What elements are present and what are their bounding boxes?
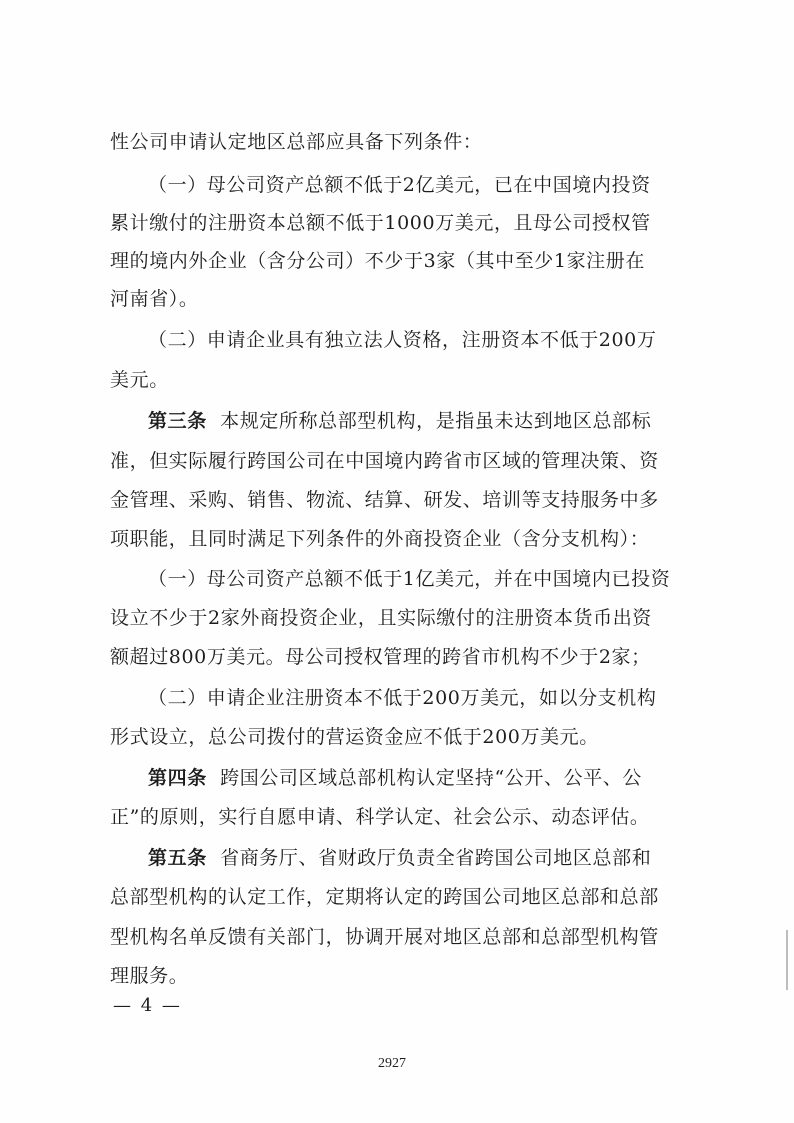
- line-text: （一）母公司资产总额不低于2亿美元，已在中国境内投资: [148, 174, 651, 196]
- text-line-15: [148, 686, 656, 710]
- article-label: 第五条: [148, 847, 207, 869]
- scan-edge-mark: [786, 930, 788, 990]
- line-text: 本规定所称总部型机构，是指虽未达到地区总部标: [220, 410, 652, 432]
- page-number: — 4 —: [113, 995, 182, 1016]
- text-line-22: [110, 964, 188, 988]
- text-line-2: [148, 173, 651, 197]
- line-text: 累计缴付的注册资本总额不低于1000万美元，且母公司授权管: [110, 212, 651, 234]
- text-line-20: [110, 885, 659, 909]
- text-line-16: [110, 725, 599, 749]
- article-5-line: [148, 846, 651, 870]
- text-line-3: [110, 211, 651, 235]
- text-line-11: [110, 527, 649, 551]
- line-text: 理服务。: [110, 965, 189, 987]
- line-text: （一）母公司资产总额不低于1亿美元，并在中国境内已投资: [148, 568, 671, 590]
- line-text: 总部型机构的认定工作，定期将认定的跨国公司地区总部和总部: [110, 886, 659, 908]
- line-text: 美元。: [110, 369, 169, 391]
- line-text: 项职能，且同时满足下列条件的外商投资企业（含分支机构）：: [110, 528, 650, 550]
- article-label: 第三条: [148, 410, 207, 432]
- text-line-21: [110, 925, 659, 949]
- line-text: 性公司申请认定地区总部应具备下列条件：: [110, 131, 483, 153]
- article-3-line: [148, 409, 651, 433]
- article-4-line: [148, 766, 642, 790]
- text-line-4: [110, 249, 645, 273]
- line-text: 省商务厅、省财政厅负责全省跨国公司地区总部和: [220, 847, 652, 869]
- line-text: 河南省）。: [110, 288, 199, 310]
- text-line-7: [110, 368, 169, 392]
- text-line-18: [110, 805, 650, 829]
- line-text: （二）申请企业具有独立法人资格，注册资本不低于200万: [148, 329, 657, 351]
- line-text: 型机构名单反馈有关部门，协调开展对地区总部和总部型机构管: [110, 926, 659, 948]
- text-line-5: [110, 287, 199, 311]
- line-text: 准，但实际履行跨国公司在中国境内跨省市区域的管理决策、资: [110, 450, 659, 472]
- line-text: 形式设立，总公司拨付的营运资金应不低于200万美元。: [110, 726, 599, 748]
- line-text: 设立不少于2家外商投资企业，且实际缴付的注册资本货币出资: [110, 607, 652, 629]
- text-line-9: [110, 449, 659, 473]
- text-line-6: [148, 328, 656, 352]
- text-line-14: [110, 645, 651, 669]
- line-text: 正”的原则，实行自愿申请、科学认定、社会公示、动态评估。: [110, 806, 650, 828]
- text-line-10: [110, 488, 659, 512]
- line-text: 额超过800万美元。母公司授权管理的跨省市机构不少于2家；: [110, 646, 651, 668]
- article-label: 第四条: [148, 767, 207, 789]
- text-line-1: [110, 130, 482, 154]
- line-text: 理的境内外企业（含分公司）不少于3家（其中至少1家注册在: [110, 250, 645, 272]
- text-line-13: [110, 606, 652, 630]
- footer-code: 2927: [378, 1056, 406, 1071]
- line-text: （二）申请企业注册资本不低于200万美元，如以分支机构: [148, 687, 657, 709]
- line-text: 金管理、采购、销售、物流、结算、研发、培训等支持服务中多: [110, 489, 659, 511]
- text-line-12: [148, 567, 670, 591]
- line-text: 跨国公司区域总部机构认定坚持“公开、公平、公: [220, 767, 643, 789]
